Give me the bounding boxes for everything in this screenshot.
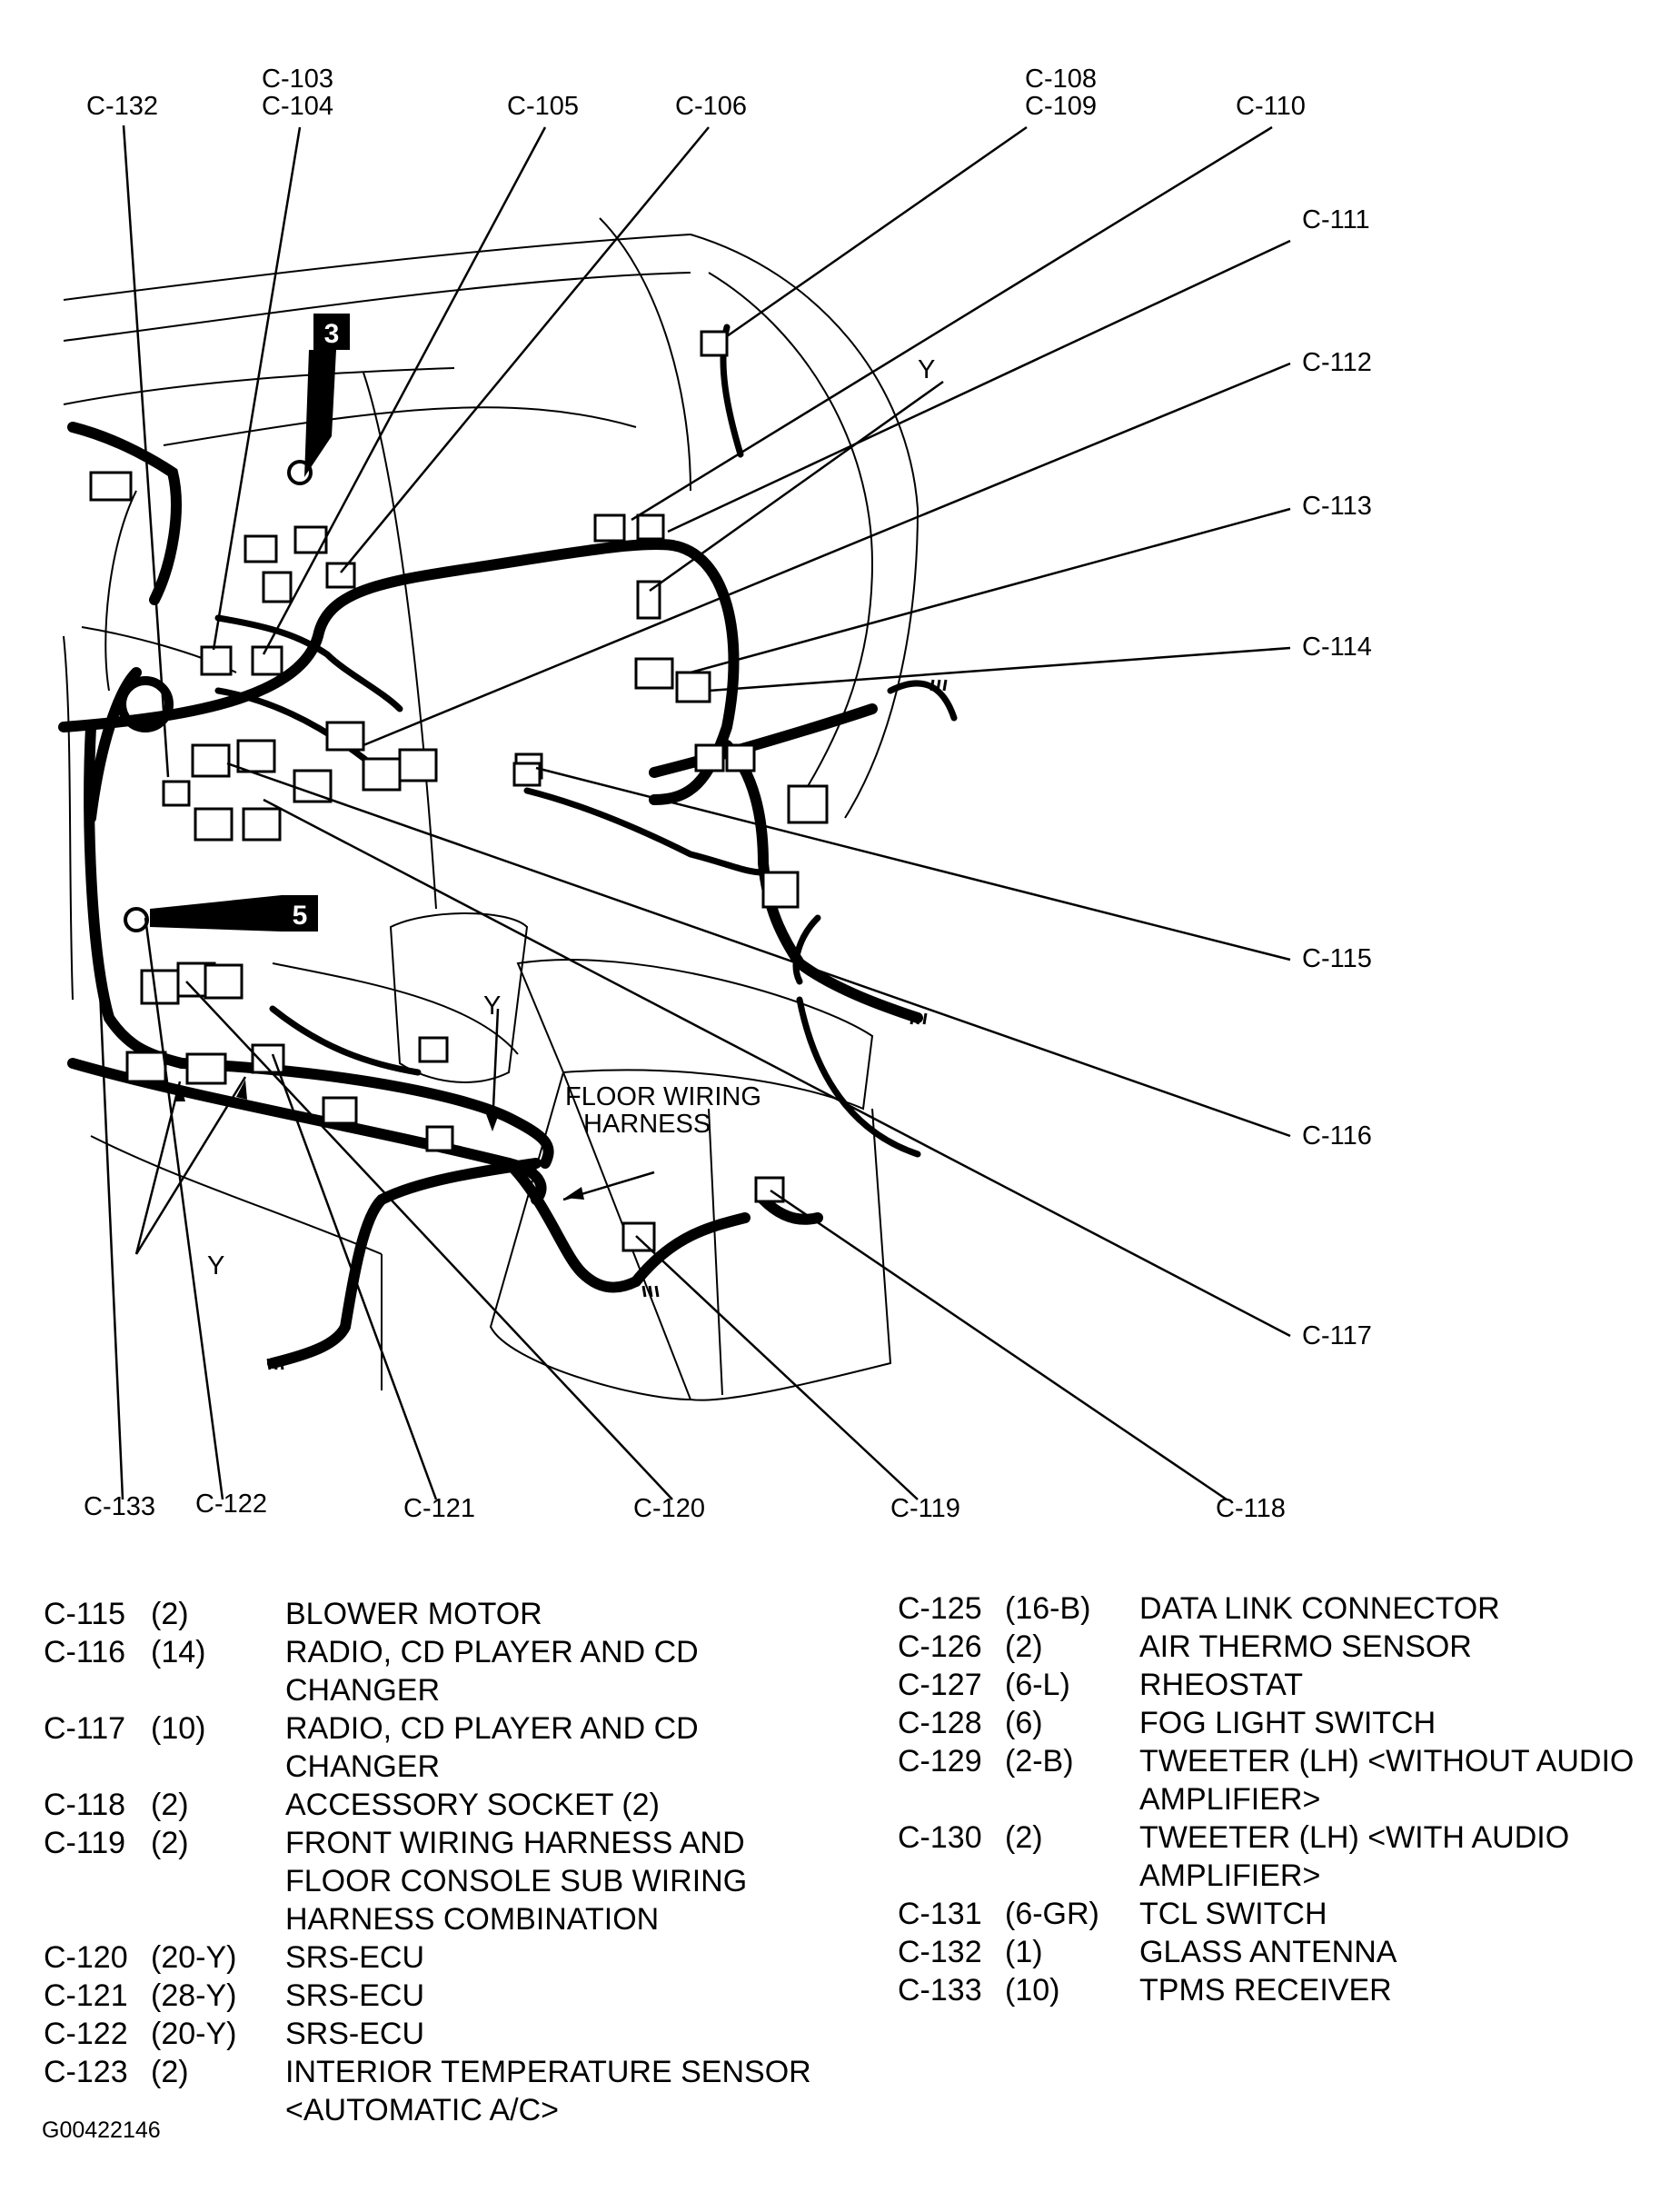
label-c103: C-103 bbox=[262, 65, 333, 94]
legend-pins: (28-Y) bbox=[151, 1978, 237, 2013]
legend-left bbox=[44, 1595, 861, 2129]
label-c120: C-120 bbox=[633, 1494, 705, 1523]
legend-desc: SRS-ECU bbox=[285, 1978, 425, 2013]
legend-code: C-118 bbox=[44, 1788, 126, 1822]
badge-5-label: 5 bbox=[292, 901, 308, 931]
label-c133: C-133 bbox=[84, 1492, 155, 1521]
label-c109: C-109 bbox=[1025, 92, 1097, 121]
label-floor-harness-line2: HARNESS bbox=[583, 1110, 711, 1139]
legend-row bbox=[898, 1704, 1670, 1742]
legend-code: C-120 bbox=[44, 1940, 128, 1975]
label-y-bottom: Y bbox=[207, 1251, 225, 1280]
legend-row bbox=[898, 1628, 1670, 1666]
label-c132: C-132 bbox=[86, 92, 158, 121]
label-c108: C-108 bbox=[1025, 65, 1097, 94]
label-floor-harness-line1: FLOOR WIRING bbox=[565, 1082, 761, 1111]
legend-pins: (14) bbox=[151, 1635, 206, 1669]
legend-desc: ACCESSORY SOCKET (2) bbox=[285, 1788, 660, 1822]
legend-code: C-129 bbox=[898, 1744, 982, 1779]
legend-pins: (6) bbox=[1005, 1706, 1043, 1740]
legend-pins: (2) bbox=[151, 1788, 189, 1822]
legend-row bbox=[44, 1824, 861, 1938]
legend-pins: (2) bbox=[1005, 1629, 1043, 1664]
legend-desc: TPMS RECEIVER bbox=[1139, 1973, 1392, 2008]
legend-code: C-116 bbox=[44, 1635, 126, 1669]
legend-pins: (1) bbox=[1005, 1935, 1043, 1969]
badge-3 bbox=[304, 314, 350, 477]
legend-desc: INTERIOR TEMPERATURE SENSOR <AUTOMATIC A/C> bbox=[285, 2055, 811, 2127]
legend-desc: RHEOSTAT bbox=[1139, 1668, 1304, 1702]
legend-pins: (2) bbox=[1005, 1820, 1043, 1855]
legend-desc: FRONT WIRING HARNESS AND FLOOR CONSOLE SUB WIRING HARNESS COMBINATION bbox=[285, 1826, 748, 1937]
badge-5 bbox=[150, 895, 318, 932]
label-c110: C-110 bbox=[1236, 92, 1306, 121]
legend-row bbox=[898, 1589, 1670, 1628]
legend-code: C-126 bbox=[898, 1629, 982, 1664]
legend-row bbox=[898, 1971, 1670, 2009]
legend-code: C-122 bbox=[44, 2017, 128, 2051]
legend-pins: (2-B) bbox=[1005, 1744, 1074, 1779]
legend-code: C-119 bbox=[44, 1826, 126, 1860]
legend-code: C-127 bbox=[898, 1668, 982, 1702]
legend-row bbox=[898, 1818, 1670, 1895]
legend-pins: (16-B) bbox=[1005, 1591, 1091, 1626]
label-c105: C-105 bbox=[507, 92, 579, 121]
legend-desc: SRS-ECU bbox=[285, 1940, 425, 1975]
legend-pins: (20-Y) bbox=[151, 1940, 237, 1975]
legend-code: C-117 bbox=[44, 1711, 126, 1746]
legend-row bbox=[44, 1786, 861, 1824]
legend-row bbox=[44, 1709, 861, 1786]
legend-right bbox=[898, 1589, 1670, 2009]
legend-pins: (2) bbox=[151, 2055, 189, 2089]
grommets bbox=[122, 462, 311, 931]
legend-row bbox=[44, 1977, 861, 2015]
label-y-mid: Y bbox=[483, 991, 502, 1021]
legend-code: C-128 bbox=[898, 1706, 982, 1740]
legend-desc: FOG LIGHT SWITCH bbox=[1139, 1706, 1436, 1740]
legend-desc: SRS-ECU bbox=[285, 2017, 425, 2051]
label-c122: C-122 bbox=[195, 1490, 267, 1519]
legend-pins: (2) bbox=[151, 1826, 189, 1860]
legend-desc: TCL SWITCH bbox=[1139, 1897, 1327, 1931]
legend-row bbox=[898, 1742, 1670, 1818]
label-c114: C-114 bbox=[1302, 633, 1372, 662]
legend-code: C-123 bbox=[44, 2055, 128, 2089]
legend-pins: (6-GR) bbox=[1005, 1897, 1099, 1931]
legend-desc: TWEETER (LH) <WITH AUDIO AMPLIFIER> bbox=[1139, 1820, 1570, 1893]
label-c112: C-112 bbox=[1302, 348, 1372, 377]
label-c111: C-111 bbox=[1302, 205, 1370, 234]
legend-code: C-125 bbox=[898, 1591, 982, 1626]
legend-desc: AIR THERMO SENSOR bbox=[1139, 1629, 1472, 1664]
legend-code: C-121 bbox=[44, 1978, 128, 2013]
legend-row bbox=[44, 2053, 861, 2129]
label-c116: C-116 bbox=[1302, 1121, 1372, 1151]
label-c115: C-115 bbox=[1302, 944, 1372, 973]
label-c117: C-117 bbox=[1302, 1321, 1372, 1350]
legend-row bbox=[898, 1666, 1670, 1704]
connectors bbox=[91, 332, 827, 1250]
label-c118: C-118 bbox=[1216, 1494, 1286, 1523]
label-c104: C-104 bbox=[262, 92, 333, 121]
legend-desc: RADIO, CD PLAYER AND CD CHANGER bbox=[285, 1635, 699, 1708]
legend-pins: (2) bbox=[151, 1597, 189, 1631]
legend-desc: RADIO, CD PLAYER AND CD CHANGER bbox=[285, 1711, 699, 1784]
legend-code: C-131 bbox=[898, 1897, 982, 1931]
legend-row bbox=[44, 1938, 861, 1977]
label-y-top: Y bbox=[918, 355, 936, 384]
legend-pins: (10) bbox=[1005, 1973, 1060, 2008]
label-c119: C-119 bbox=[890, 1494, 960, 1523]
legend-desc: DATA LINK CONNECTOR bbox=[1139, 1591, 1500, 1626]
figure-id: G00422146 bbox=[42, 2117, 161, 2143]
legend-pins: (10) bbox=[151, 1711, 206, 1746]
legend-row bbox=[44, 1595, 861, 1633]
legend-row bbox=[898, 1895, 1670, 1933]
legend-row bbox=[44, 2015, 861, 2053]
label-c121: C-121 bbox=[403, 1494, 475, 1523]
badge-3-label: 3 bbox=[323, 319, 340, 349]
label-c113: C-113 bbox=[1302, 492, 1372, 521]
legend-code: C-115 bbox=[44, 1597, 126, 1631]
legend-desc: BLOWER MOTOR bbox=[285, 1597, 542, 1631]
legend-row bbox=[898, 1933, 1670, 1971]
legend-pins: (20-Y) bbox=[151, 2017, 237, 2051]
legend-desc: GLASS ANTENNA bbox=[1139, 1935, 1397, 1969]
legend-pins: (6-L) bbox=[1005, 1668, 1070, 1702]
legend-code: C-130 bbox=[898, 1820, 982, 1855]
legend-code: C-132 bbox=[898, 1935, 982, 1969]
label-c106: C-106 bbox=[675, 92, 747, 121]
legend-desc: TWEETER (LH) <WITHOUT AUDIO AMPLIFIER> bbox=[1139, 1744, 1635, 1817]
legend-code: C-133 bbox=[898, 1973, 982, 2008]
legend-row bbox=[44, 1633, 861, 1709]
